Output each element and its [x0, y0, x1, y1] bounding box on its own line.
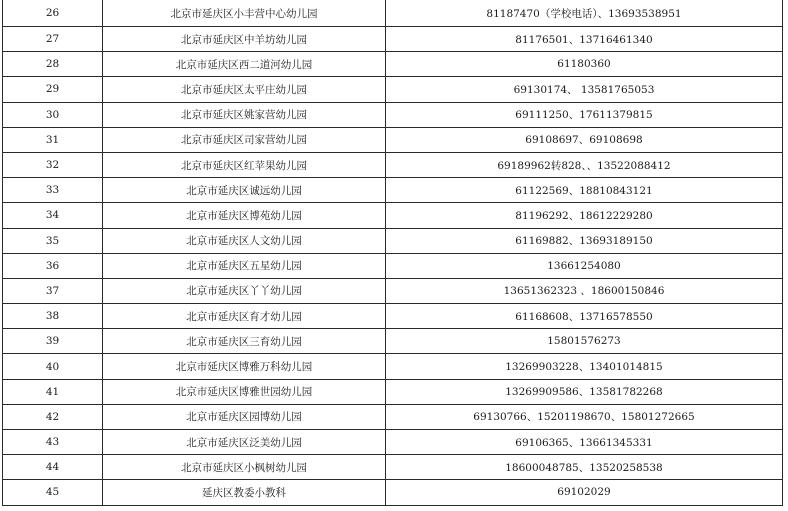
table-row: [3, 77, 783, 102]
row-number: 29: [3, 77, 103, 102]
row-number: 32: [3, 152, 103, 177]
table-row: [3, 278, 783, 303]
table-body: [3, 0, 783, 505]
contact-phone: 61122569、18810843121: [386, 178, 783, 203]
table-row: [3, 27, 783, 52]
kindergarten-name: 北京市延庆区司家营幼儿园: [103, 127, 386, 152]
table-row: [3, 379, 783, 404]
table-row: [3, 404, 783, 429]
kindergarten-contact-table: [2, 0, 782, 506]
row-number: 34: [3, 203, 103, 228]
kindergarten-name: 北京市延庆区人文幼儿园: [103, 228, 386, 253]
row-number: 31: [3, 127, 103, 152]
table-row: [3, 304, 783, 329]
contact-phone: 13269909586、13581782268: [386, 379, 783, 404]
contact-table: [2, 0, 783, 506]
contact-phone: 81176501、13716461340: [386, 27, 783, 52]
table-row: [3, 178, 783, 203]
contact-phone: 13661254080: [386, 253, 783, 278]
contact-phone: 61180360: [386, 52, 783, 77]
row-number: 28: [3, 52, 103, 77]
row-number: 27: [3, 27, 103, 52]
table-row: [3, 52, 783, 77]
kindergarten-name: 北京市延庆区泛美幼儿园: [103, 430, 386, 455]
row-number: 38: [3, 304, 103, 329]
contact-phone: 69111250、17611379815: [386, 102, 783, 127]
contact-phone: 69108697、69108698: [386, 127, 783, 152]
contact-phone: 81196292、18612229280: [386, 203, 783, 228]
kindergarten-name: 北京市延庆区中羊坊幼儿园: [103, 27, 386, 52]
contact-phone: 69130766、15201198670、15801272665: [386, 404, 783, 429]
row-number: 43: [3, 430, 103, 455]
kindergarten-name: 北京市延庆区博雅世园幼儿园: [103, 379, 386, 404]
kindergarten-name: 北京市延庆区红苹果幼儿园: [103, 152, 386, 177]
row-number: 44: [3, 455, 103, 480]
table-row: [3, 329, 783, 354]
row-number: 39: [3, 329, 103, 354]
table-row: [3, 152, 783, 177]
row-number: 40: [3, 354, 103, 379]
row-number: 30: [3, 102, 103, 127]
contact-phone: 81187470（学校电话）、13693538951: [386, 0, 783, 27]
contact-phone: 13269903228、13401014815: [386, 354, 783, 379]
row-number: 36: [3, 253, 103, 278]
row-number: 26: [3, 0, 103, 27]
kindergarten-name: 北京市延庆区博苑幼儿园: [103, 203, 386, 228]
row-number: 33: [3, 178, 103, 203]
table-row: [3, 480, 783, 505]
kindergarten-name: 北京市延庆区三育幼儿园: [103, 329, 386, 354]
kindergarten-name: 北京市延庆区育才幼儿园: [103, 304, 386, 329]
contact-phone: 15801576273: [386, 329, 783, 354]
kindergarten-name: 北京市延庆区博雅万科幼儿园: [103, 354, 386, 379]
table-row: [3, 203, 783, 228]
kindergarten-name: 北京市延庆区诚远幼儿园: [103, 178, 386, 203]
contact-phone: 69102029: [386, 480, 783, 505]
table-row: [3, 228, 783, 253]
table-row: [3, 0, 783, 27]
row-number: 35: [3, 228, 103, 253]
table-row: [3, 455, 783, 480]
contact-phone: 13651362323 、18600150846: [386, 278, 783, 303]
kindergarten-name: 北京市延庆区姚家营幼儿园: [103, 102, 386, 127]
kindergarten-name: 北京市延庆区丫丫幼儿园: [103, 278, 386, 303]
contact-phone: 69106365、13661345331: [386, 430, 783, 455]
table-row: [3, 253, 783, 278]
row-number: 37: [3, 278, 103, 303]
contact-phone: 61169882、13693189150: [386, 228, 783, 253]
table-row: [3, 354, 783, 379]
row-number: 42: [3, 404, 103, 429]
kindergarten-name: 北京市延庆区小丰营中心幼儿园: [103, 0, 386, 27]
row-number: 41: [3, 379, 103, 404]
table-row: [3, 127, 783, 152]
contact-phone: 61168608、13716578550: [386, 304, 783, 329]
contact-phone: 18600048785、13520258538: [386, 455, 783, 480]
kindergarten-name: 北京市延庆区西二道河幼儿园: [103, 52, 386, 77]
kindergarten-name: 北京市延庆区太平庄幼儿园: [103, 77, 386, 102]
table-row: [3, 430, 783, 455]
contact-phone: 69130174、 13581765053: [386, 77, 783, 102]
contact-phone: 69189962转828、、13522088412: [386, 152, 783, 177]
row-number: 45: [3, 480, 103, 505]
kindergarten-name: 北京市延庆区小枫树幼儿园: [103, 455, 386, 480]
kindergarten-name: 北京市延庆区园博幼儿园: [103, 404, 386, 429]
table-row: [3, 102, 783, 127]
kindergarten-name: 延庆区教委小教科: [103, 480, 386, 505]
kindergarten-name: 北京市延庆区五星幼儿园: [103, 253, 386, 278]
